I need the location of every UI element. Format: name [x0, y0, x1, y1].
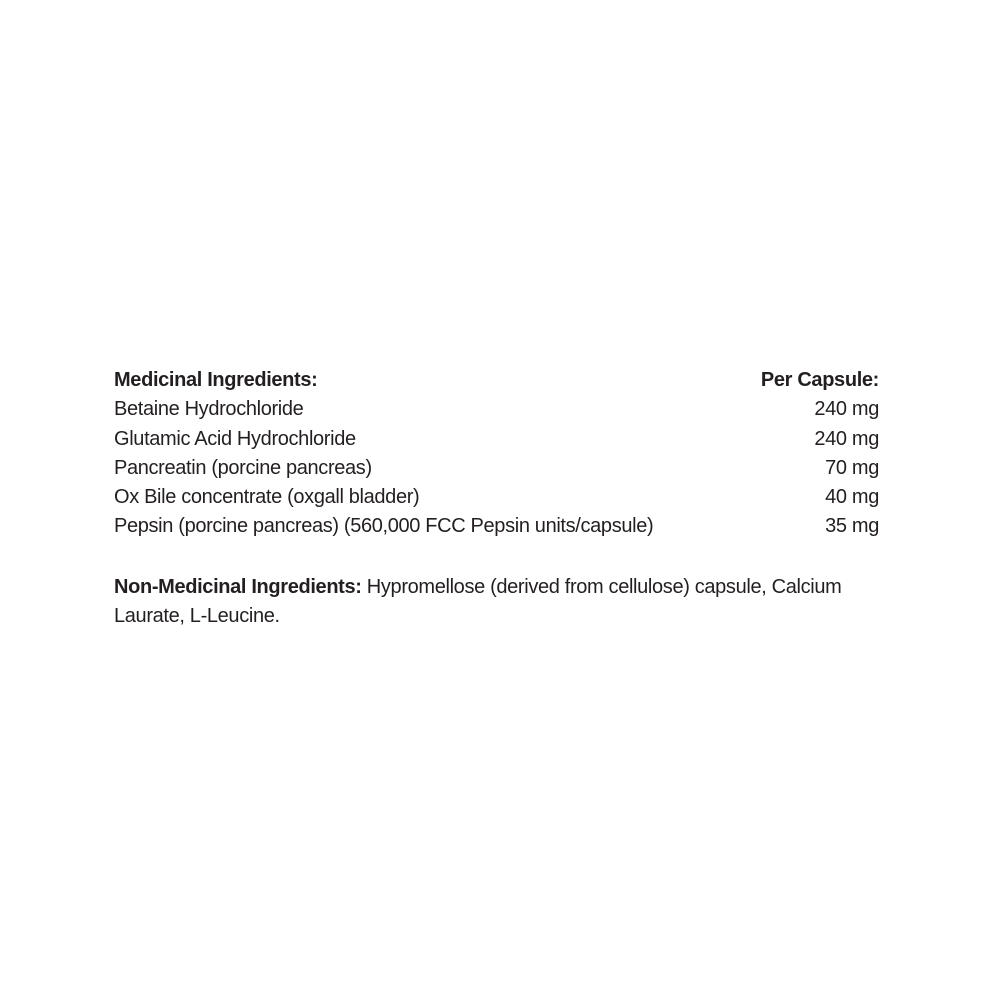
table-header-row [114, 366, 879, 395]
ingredient-name: Pancreatin (porcine pancreas) [114, 456, 372, 479]
ingredient-amount: 70 mg [825, 456, 879, 479]
ingredient-amount: 240 mg [814, 427, 879, 450]
ingredient-amount: 35 mg [825, 515, 879, 538]
table-row [114, 483, 879, 512]
per-capsule-heading: Per Capsule: [760, 369, 879, 391]
ingredient-name: Betaine Hydrochloride [114, 398, 304, 421]
ingredient-name: Pepsin (porcine pancreas) (560,000 FCC Pepsin units/capsule) [114, 515, 654, 538]
ingredient-name: Glutamic Acid Hydrochloride [114, 427, 356, 450]
table-row [114, 454, 879, 483]
non-medicinal-ingredients [114, 573, 886, 632]
ingredients-panel [114, 366, 886, 652]
non-medicinal-text: Hypromellose (derived from cellulose) capsule, Calcium Laurate, L-Leucine. [114, 575, 842, 628]
ingredient-amount: 240 mg [814, 398, 879, 421]
table-row [114, 512, 879, 541]
ingredient-name: Ox Bile concentrate (oxgall bladder) [114, 486, 420, 509]
table-row [114, 425, 879, 454]
table-row [114, 395, 879, 424]
ingredient-amount: 40 mg [825, 486, 879, 509]
medicinal-ingredients-table [114, 366, 879, 542]
medicinal-ingredients-heading: Medicinal Ingredients: [114, 369, 318, 391]
non-medicinal-heading: Non-Medicinal Ingredients: [114, 575, 362, 598]
